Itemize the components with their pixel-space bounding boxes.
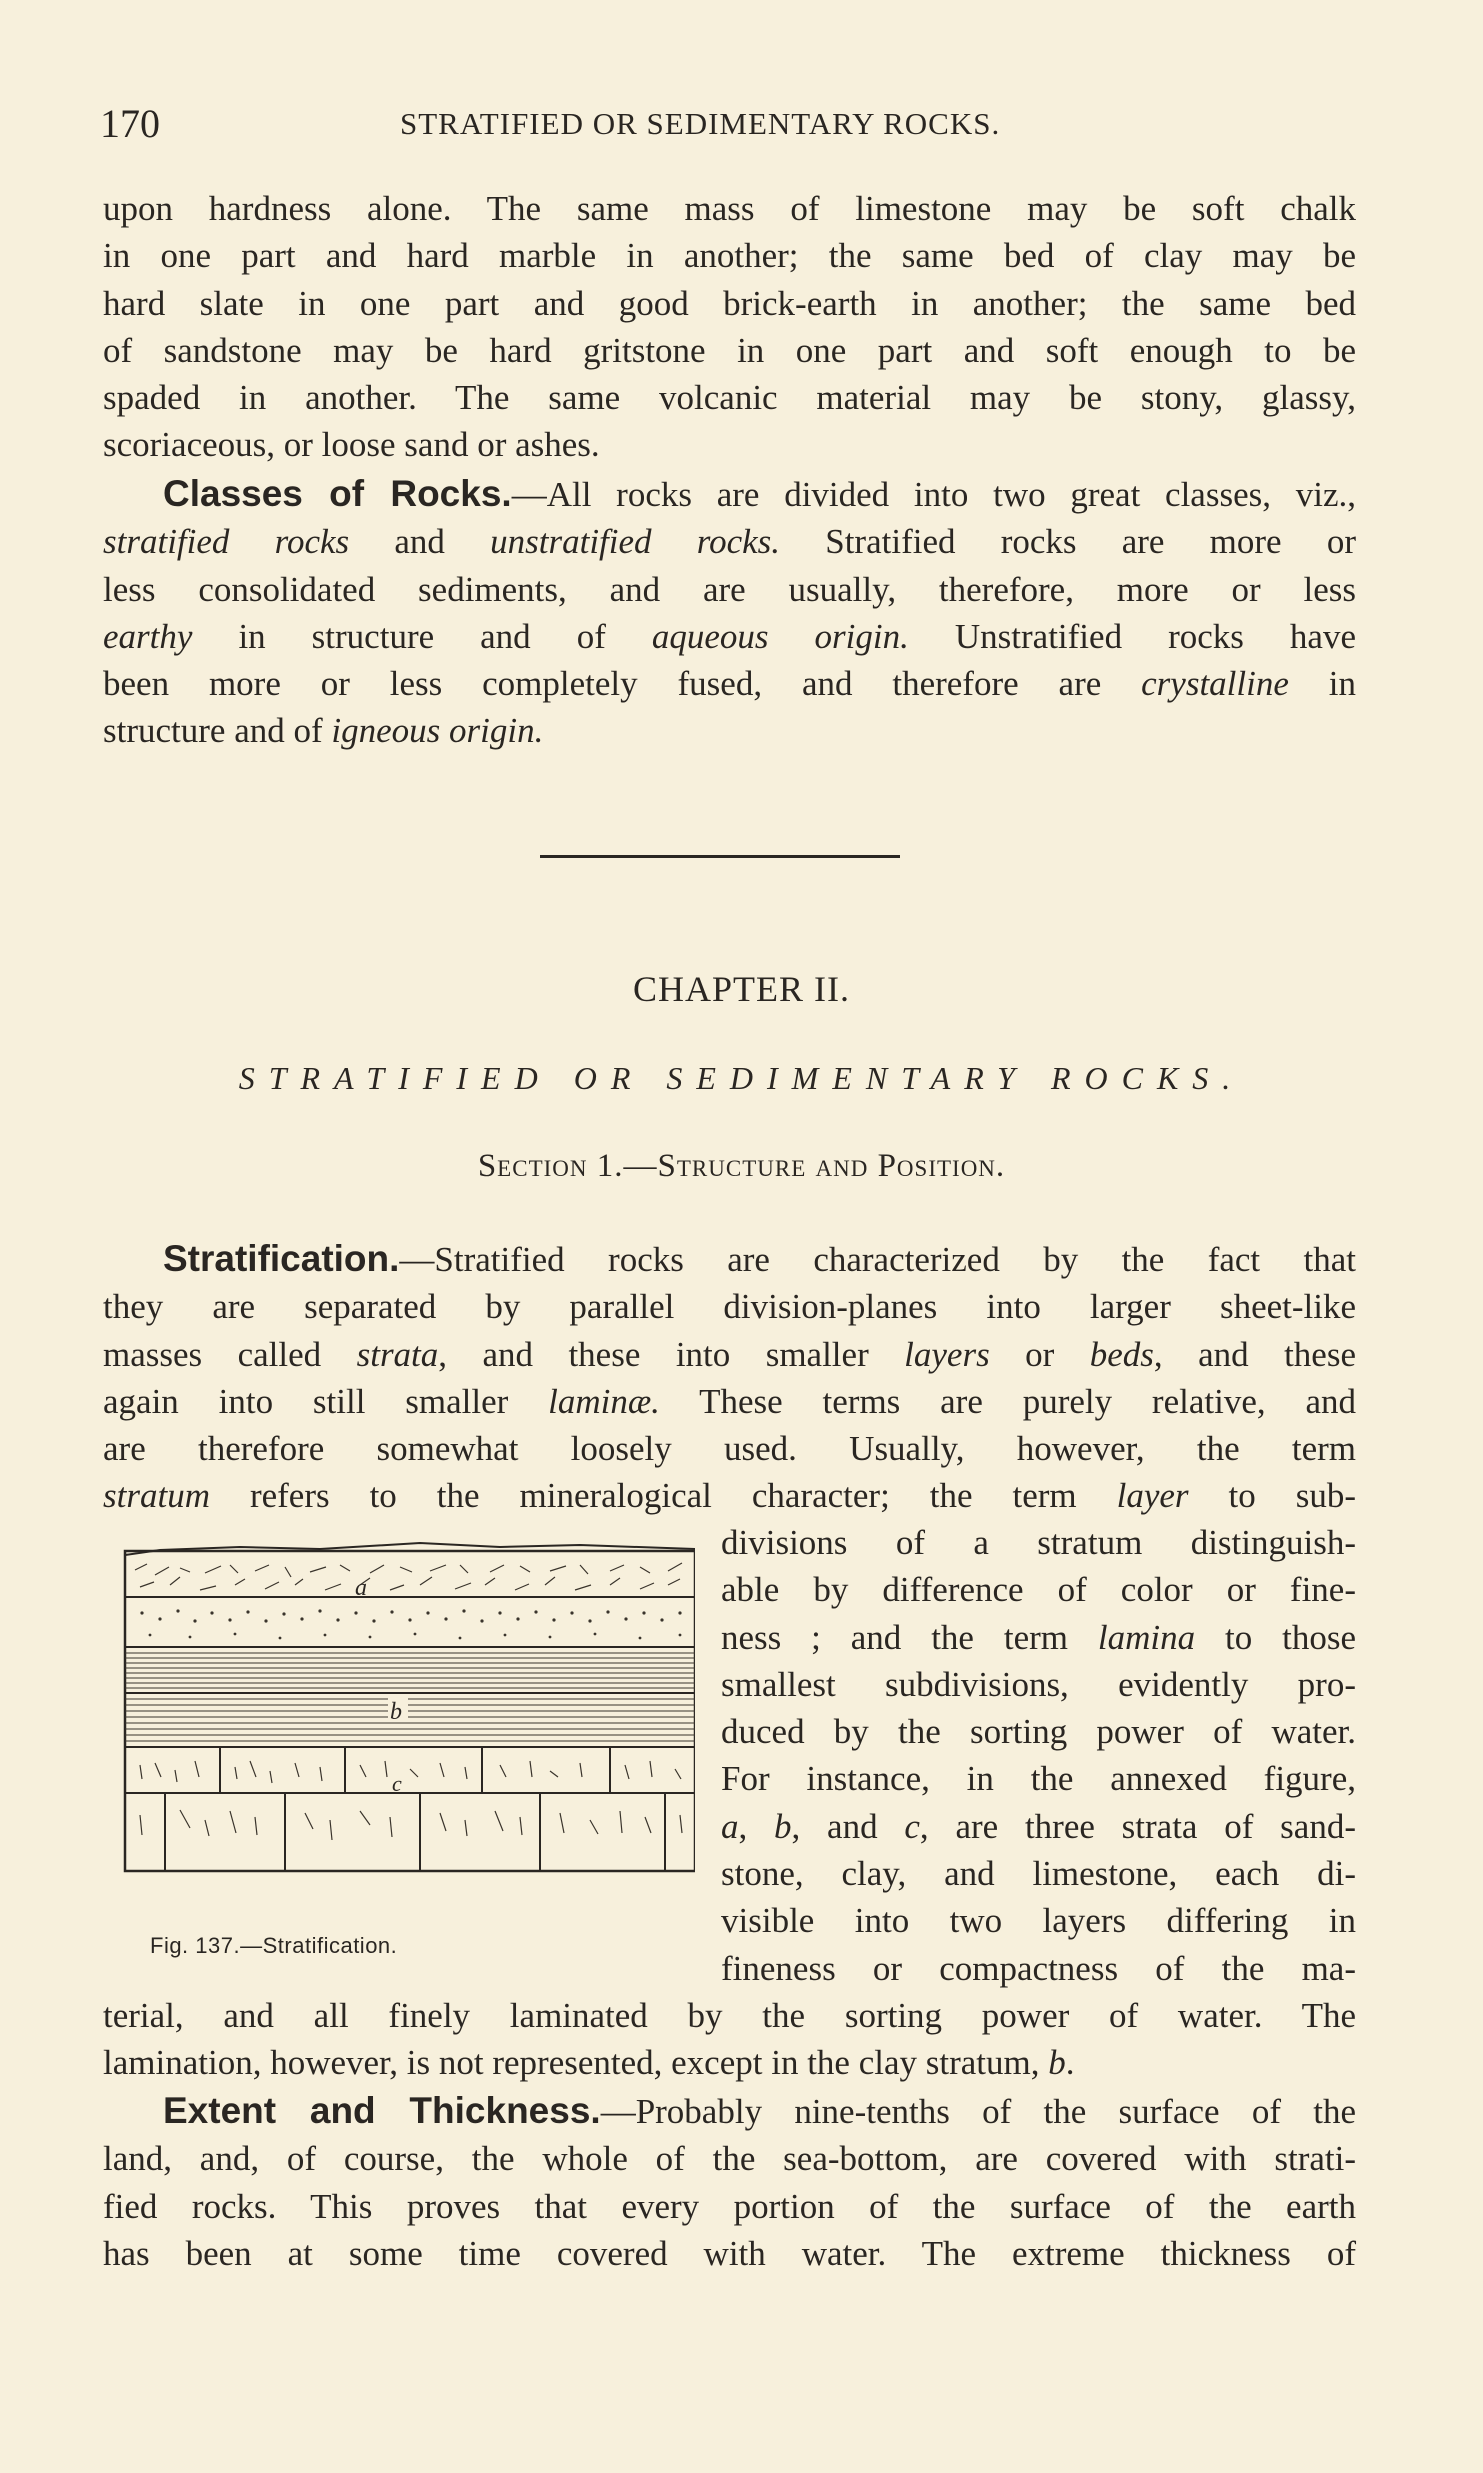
text-run: and (349, 522, 491, 562)
text-run: lamination, however, is not represented, except in the clay stratum, (103, 2043, 1049, 2083)
stratum-a-upper (135, 1563, 682, 1590)
text-run: been more or less completely fused, and therefore are (103, 664, 1142, 704)
text-line: in one part and hard marble in another; the same bed of clay may be (103, 236, 1356, 276)
italic-term: lamina (1097, 1617, 1196, 1657)
text-run: structure and of (103, 711, 332, 751)
paragraph-classes-of-rocks (103, 470, 1356, 755)
stratum-c-lower (125, 1793, 695, 1871)
text-run: —Stratified rocks are characterized by the fact that (399, 1240, 1356, 1279)
italic-term: layers (904, 1334, 990, 1374)
text-run: to those (1195, 1617, 1356, 1657)
text-run: , and (791, 1806, 905, 1846)
text-line: able by difference of color or fine- (721, 1570, 1356, 1610)
italic-term: stratified rocks (103, 522, 350, 562)
text-line: scoriaceous, or loose sand or ashes. (103, 425, 600, 465)
figure-label-c: c (392, 1771, 402, 1796)
italic-term: layer (1116, 1476, 1189, 1516)
stratum-c-upper-texture (140, 1761, 681, 1783)
italic-term: beds (1089, 1334, 1154, 1374)
text-run: . (1065, 2043, 1075, 2083)
text-run: again into still smaller (103, 1381, 549, 1421)
text-run: , are three strata of sand- (919, 1806, 1356, 1846)
section-divider (540, 855, 900, 858)
heading-stratification: Stratification. (163, 1238, 400, 1279)
italic-term: laminæ. (548, 1381, 660, 1421)
text-run: masses called (103, 1334, 357, 1374)
text-line: smallest subdivisions, evidently pro- (721, 1664, 1356, 1704)
figure-caption: Fig. 137.—Stratification. (150, 1933, 398, 1958)
paragraph-hardness (103, 185, 1356, 469)
paragraph-stratification (103, 1235, 1356, 1520)
text-line: hard slate in one part and good brick-earth in another; the same bed (103, 283, 1356, 323)
text-run: in structure and of (192, 616, 652, 656)
text-run: —All rocks are divided into two great classes, viz., (511, 475, 1356, 514)
text-run: in (1288, 664, 1356, 704)
chapter-title: CHAPTER II. (633, 969, 850, 1009)
italic-term: earthy (103, 616, 193, 656)
text-line: of sandstone may be hard gritstone in one part and soft enough to be (103, 330, 1356, 370)
italic-term: b (1048, 2043, 1066, 2083)
page-number: 170 (100, 101, 160, 146)
heading-extent-thickness: Extent and Thickness. (163, 2090, 601, 2131)
text-line: they are separated by parallel division-planes into larger sheet-like (103, 1287, 1356, 1327)
text-line: has been at some time covered with water. The extreme thickness of (103, 2233, 1356, 2273)
text-line: upon hardness alone. The same mass of limestone may be soft chalk (103, 189, 1356, 228)
text-line: are therefore somewhat loosely used. Usually, however, the term (103, 1429, 1356, 1469)
stratum-c-upper (125, 1747, 695, 1793)
text-line: fineness or compactness of the ma- (721, 1948, 1356, 1988)
text-line: less consolidated sediments, and are usually, therefore, more or less (103, 569, 1356, 609)
italic-term: igneous origin. (331, 711, 544, 751)
text-run: These terms are purely relative, and (659, 1381, 1356, 1421)
text-run: , and these (1153, 1334, 1357, 1374)
text-line: stone, clay, and limestone, each di- (721, 1854, 1356, 1894)
stratum-c-lower-texture (140, 1810, 682, 1840)
running-head (100, 100, 1370, 150)
stratum-b-lamination (125, 1653, 695, 1741)
italic-term: unstratified rocks. (490, 522, 781, 562)
text-line: land, and, of course, the whole of the sea-bottom, are covered with strati- (103, 2139, 1356, 2179)
italic-term: b (774, 1806, 792, 1846)
text-run: Unstratified rocks have (908, 616, 1356, 656)
italic-term: a (721, 1806, 739, 1846)
text-run: Stratified rocks are more or (780, 522, 1356, 562)
text-line: terial, and all finely laminated by the sorting power of water. The (103, 1996, 1356, 2035)
figure-stratification (120, 1535, 695, 1925)
figure-label-a: a (355, 1575, 367, 1601)
text-run: , (738, 1806, 775, 1846)
chapter-subtitle: STRATIFIED OR SEDIMENTARY ROCKS. (238, 1060, 1245, 1096)
italic-term: strata (356, 1334, 439, 1374)
stratum-a-lower (140, 1609, 681, 1639)
heading-classes-of-rocks: Classes of Rocks. (163, 473, 512, 514)
italic-term: c (904, 1806, 920, 1846)
text-line: duced by the sorting power of water. (721, 1712, 1356, 1752)
figure-label-b: b (390, 1699, 402, 1725)
text-run: —Probably nine-tenths of the surface of the (600, 2092, 1356, 2131)
paragraph-stratification-wrap (721, 1519, 1356, 1992)
stratification-diagram (120, 1535, 695, 1875)
italic-term: crystalline (1141, 664, 1289, 704)
text-run: to sub- (1188, 1476, 1357, 1516)
text-line: visible into two layers differing in (721, 1901, 1356, 1941)
running-title: STRATIFIED OR SEDIMENTARY ROCKS. (400, 106, 1001, 141)
text-run: ness ; and the term (721, 1617, 1098, 1657)
italic-term: aqueous origin. (651, 616, 909, 656)
text-line: fied rocks. This proves that every portion of the surface of the earth (103, 2186, 1356, 2226)
text-line: For instance, in the annexed figure, (721, 1759, 1356, 1799)
text-run: or (989, 1334, 1090, 1374)
section-title: Section 1.—Structure and Position. (477, 1148, 1006, 1184)
text-run: , and these into smaller (438, 1334, 905, 1374)
paragraph-after-figure (103, 1992, 1356, 2087)
text-line: spaded in another. The same volcanic material may be stony, glassy, (103, 378, 1356, 418)
text-run: refers to the mineralogical character; the term (209, 1476, 1117, 1516)
italic-term: stratum (103, 1476, 210, 1516)
paragraph-extent-thickness (103, 2087, 1356, 2277)
text-line: divisions of a stratum distinguish- (721, 1523, 1356, 1562)
